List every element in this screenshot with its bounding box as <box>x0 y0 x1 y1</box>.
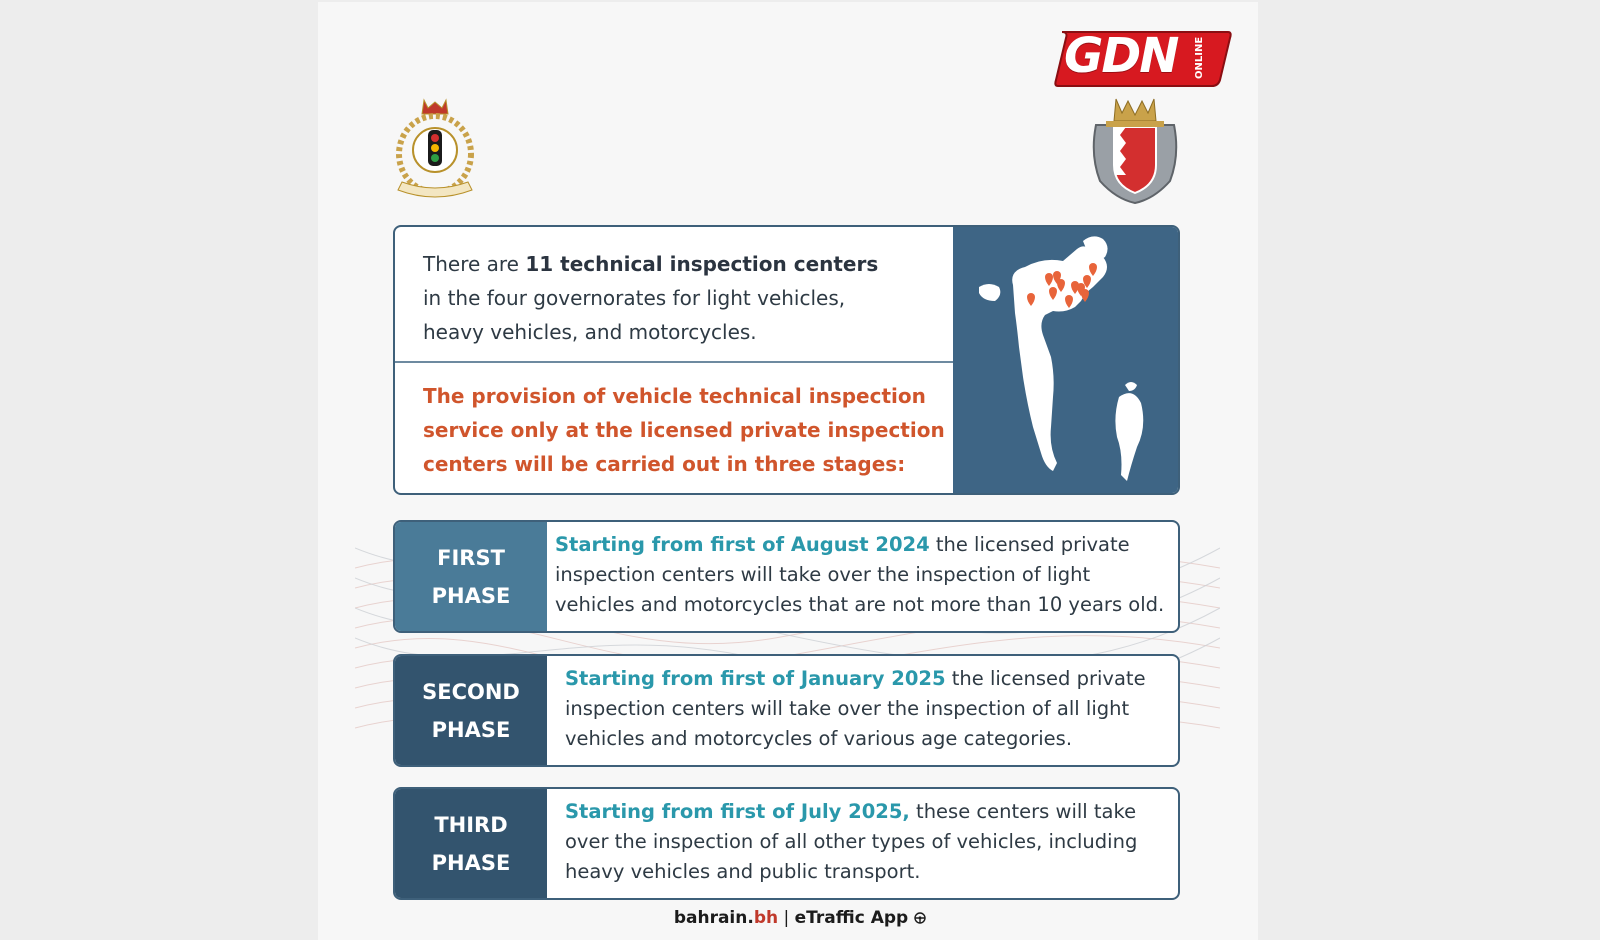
gdn-online-text: ONLINE <box>1194 36 1205 80</box>
intro-text <box>395 227 953 363</box>
intro-line3: heavy vehicles, and motorcycles. <box>423 320 757 344</box>
phase-body: these centers will take over the inspection of all other types of vehicles, including heavy vehicles and public transport. <box>565 800 1138 883</box>
gdn-brand-text: GDN <box>1064 28 1178 84</box>
phase-date-highlight: Starting from first of January 2025 <box>565 667 946 690</box>
phase-body: the licensed private inspection centers will take over the inspection of all light vehicles and motorcycles of various age categories. <box>565 667 1146 750</box>
intro-line2: in the four governorates for light vehicles, <box>423 286 846 310</box>
footer-separator: | <box>778 908 795 928</box>
phase-label-line1: FIRST <box>437 545 505 570</box>
phase-label <box>395 522 547 631</box>
bahrain-map-icon <box>953 227 1180 495</box>
notice-text <box>395 363 953 495</box>
intro-line1-bold: 11 technical inspection centers <box>525 252 879 276</box>
notice-line1: The provision of vehicle technical inspection <box>423 384 926 408</box>
phase-label-line2: PHASE <box>431 850 511 875</box>
map-panel <box>953 227 1180 495</box>
footer-site-prefix: bahrain. <box>673 908 754 928</box>
phase-description <box>565 797 1165 887</box>
traffic-directorate-emblem <box>390 98 480 204</box>
phase-label-line2: PHASE <box>431 717 511 742</box>
footer-app: eTraffic App <box>794 908 909 928</box>
phase-date-highlight: Starting from first of August 2024 <box>555 533 930 556</box>
phase-third <box>393 787 1180 900</box>
phase-first <box>393 520 1180 633</box>
phase-label <box>395 656 547 765</box>
phase-label <box>395 789 547 898</box>
footer <box>0 908 1600 928</box>
steering-wheel-icon <box>914 908 926 928</box>
phase-description <box>565 664 1165 754</box>
phase-body: the licensed private inspection centers will take over the inspection of light vehicles and motorcycles that are not more than 10 years old. <box>555 533 1165 616</box>
ministry-of-interior-emblem <box>1086 95 1184 207</box>
phase-date-highlight: Starting from first of July 2025, <box>565 800 910 823</box>
notice-line3: centers will be carried out in three stages: <box>423 452 906 476</box>
phase-label-line1: THIRD <box>434 812 508 837</box>
phase-second <box>393 654 1180 767</box>
notice-line2: service only at the licensed private inspection <box>423 418 945 442</box>
footer-site-suffix: bh <box>753 908 779 928</box>
phase-label-line1: SECOND <box>422 679 520 704</box>
intro-line1-prefix: There are <box>423 252 526 276</box>
phase-label-line2: PHASE <box>431 583 511 608</box>
info-box <box>393 225 1180 495</box>
phase-description <box>555 530 1167 620</box>
gdn-online-logo <box>1054 28 1232 88</box>
